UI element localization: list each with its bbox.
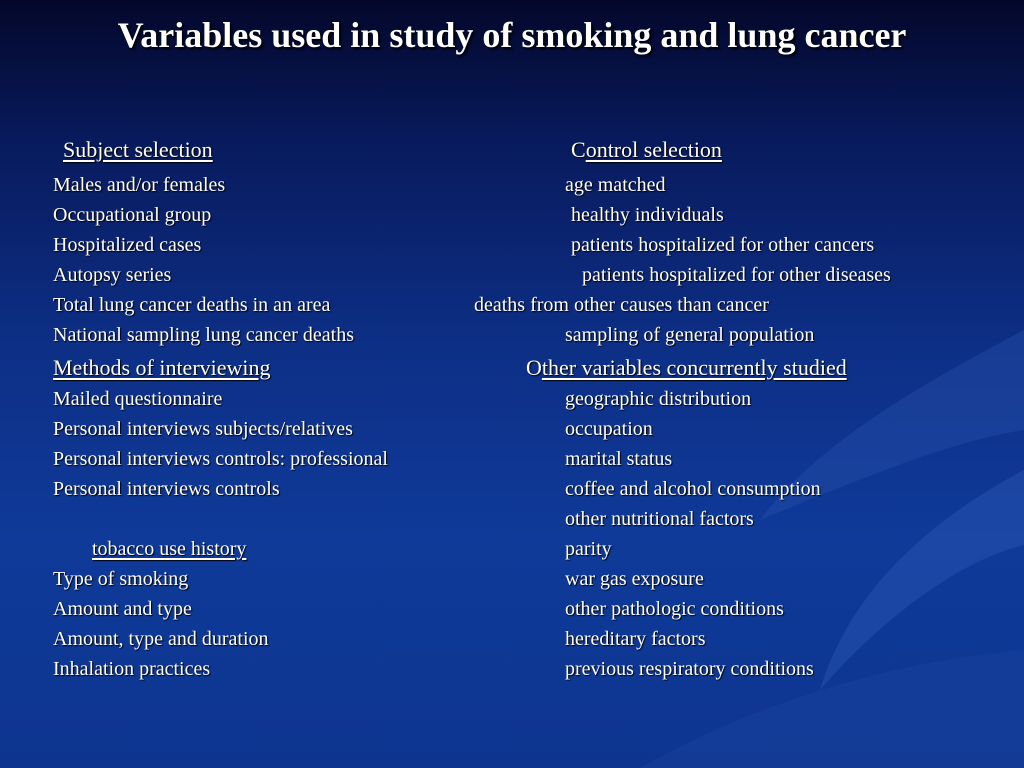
control-selection-heading (571, 137, 722, 163)
other-variable-item: other nutritional factors (565, 508, 754, 530)
control-item: sampling of general population (565, 324, 815, 346)
other-variable-item: occupation (565, 418, 653, 440)
method-item: Personal interviews controls: professional (53, 448, 388, 470)
control-item: patients hospitalized for other cancers (571, 234, 875, 256)
other-variables-heading-rest: ther variables concurrently studied (541, 355, 847, 380)
other-variable-item: parity (565, 538, 612, 560)
method-item: Mailed questionnaire (53, 388, 223, 410)
subject-item: Occupational group (53, 204, 212, 226)
tobacco-item: Inhalation practices (53, 658, 211, 680)
method-item: Personal interviews subjects/relatives (53, 418, 353, 440)
subject-item: Total lung cancer deaths in an area (53, 294, 331, 316)
control-selection-heading-initial: C (571, 137, 586, 162)
tobacco-use-history-heading: tobacco use history (92, 538, 247, 560)
tobacco-item: Amount, type and duration (53, 628, 269, 650)
other-variable-item: hereditary factors (565, 628, 706, 650)
control-selection-heading-rest: ontrol selection (585, 137, 722, 162)
subject-item: Autopsy series (53, 264, 172, 286)
method-item: Personal interviews controls (53, 478, 280, 500)
slide-title: Variables used in study of smoking and lung cancer (117, 15, 907, 55)
control-item: deaths from other causes than cancer (474, 294, 769, 316)
control-item: patients hospitalized for other diseases (582, 264, 891, 286)
subject-selection-heading: Subject selection (63, 137, 213, 162)
tobacco-item: Type of smoking (53, 568, 189, 590)
tobacco-item: Amount and type (53, 598, 192, 620)
subject-item: National sampling lung cancer deaths (53, 324, 355, 346)
subject-item: Males and/or females (53, 174, 226, 196)
other-variable-item: previous respiratory conditions (565, 658, 814, 680)
methods-of-interviewing-heading: Methods of interviewing (53, 355, 271, 380)
other-variable-item: geographic distribution (565, 388, 752, 410)
subject-item: Hospitalized cases (53, 234, 202, 256)
other-variables-heading-initial: O (526, 355, 542, 380)
other-variable-item: marital status (565, 448, 673, 470)
other-variables-heading (526, 355, 847, 381)
other-variable-item: war gas exposure (565, 568, 704, 590)
control-item: healthy individuals (571, 204, 724, 226)
control-item: age matched (565, 174, 666, 196)
other-variable-item: coffee and alcohol consumption (565, 478, 821, 500)
other-variable-item: other pathologic conditions (565, 598, 784, 620)
